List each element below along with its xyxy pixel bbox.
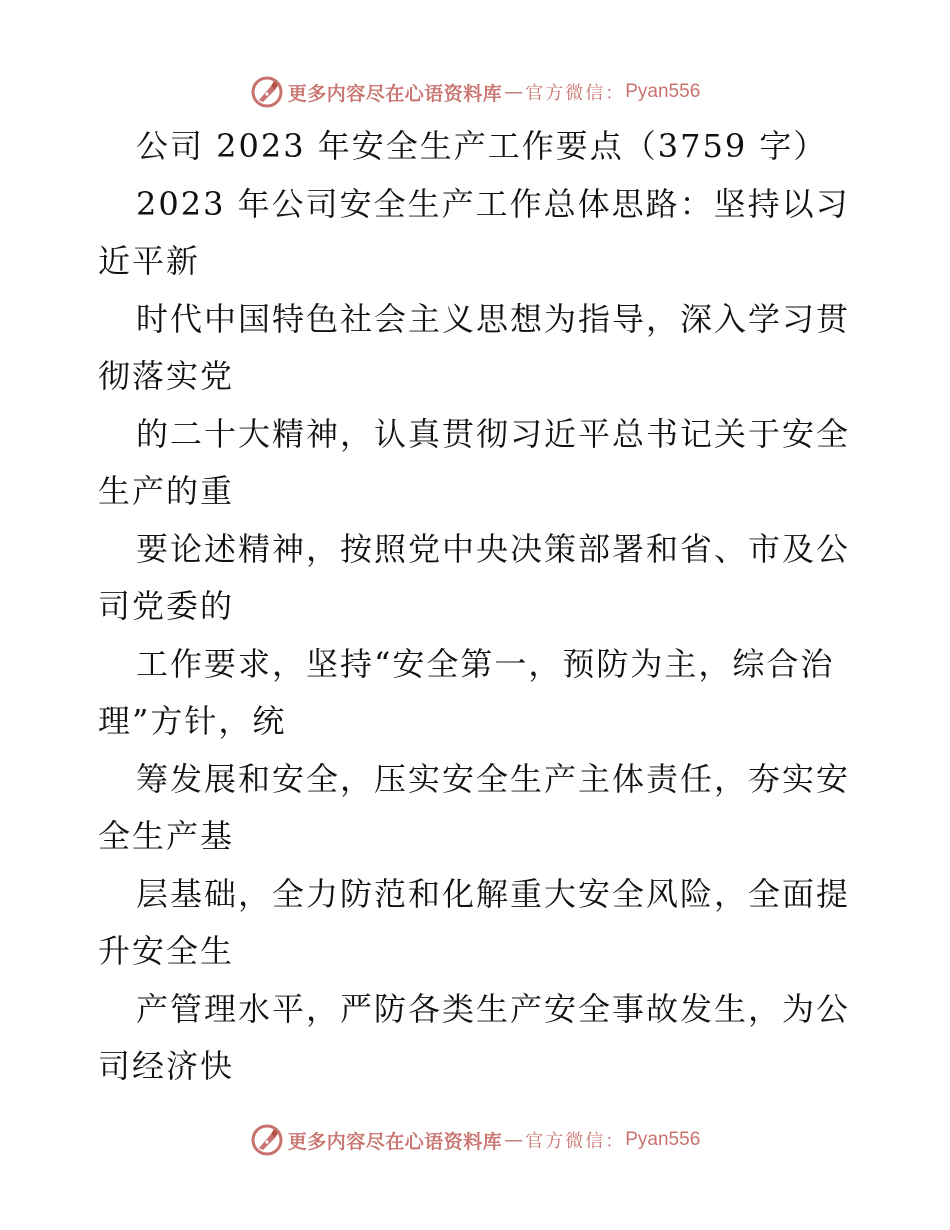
watermark-separator: — <box>504 81 524 103</box>
watermark-text: 更多内容尽在心语资料库 <box>287 1130 503 1153</box>
doc-line: 工作要求，坚持“安全第一，预防为主，综合治 <box>136 644 835 683</box>
watermark-label: 官方微信： <box>525 1131 626 1152</box>
doc-line: 要论述精神，按照党中央决策部署和省、市及公 <box>136 529 851 568</box>
doc-line: 近平新 <box>98 242 201 280</box>
footer-watermark <box>0 1120 950 1160</box>
watermark-separator: — <box>504 1129 524 1151</box>
doc-line: 的二十大精神，认真贯彻习近平总书记关于安全 <box>136 414 851 453</box>
watermark-id: Pyan556 <box>625 81 701 102</box>
document-body <box>98 118 868 1096</box>
doc-line: 升安全生 <box>98 932 235 970</box>
pen-nib-logo-icon <box>250 75 284 109</box>
pen-nib-logo-icon <box>250 1123 284 1157</box>
doc-line: 理”方针，统 <box>98 702 287 740</box>
header-watermark <box>0 72 950 112</box>
doc-line: 彻落实党 <box>98 357 235 395</box>
watermark-label: 官方微信： <box>525 83 626 104</box>
watermark-id: Pyan556 <box>625 1129 701 1150</box>
watermark-text: 更多内容尽在心语资料库 <box>287 82 503 105</box>
doc-line: 产管理水平，严防各类生产安全事故发生，为公 <box>136 989 851 1028</box>
doc-line: 2023 年公司安全生产工作总体思路：坚持以习 <box>136 184 850 223</box>
doc-line: 时代中国特色社会主义思想为指导，深入学习贯 <box>136 299 851 338</box>
doc-line: 层基础，全力防范和化解重大安全风险，全面提 <box>136 874 851 913</box>
doc-line: 公司 2023 年安全生产工作要点（3759 字） <box>136 127 828 165</box>
doc-line: 筹发展和安全，压实安全生产主体责任，夯实安 <box>136 759 851 798</box>
doc-line: 全生产基 <box>98 817 235 855</box>
doc-line: 生产的重 <box>98 472 235 510</box>
doc-line: 司党委的 <box>98 587 235 625</box>
doc-line: 司经济快 <box>98 1047 235 1085</box>
